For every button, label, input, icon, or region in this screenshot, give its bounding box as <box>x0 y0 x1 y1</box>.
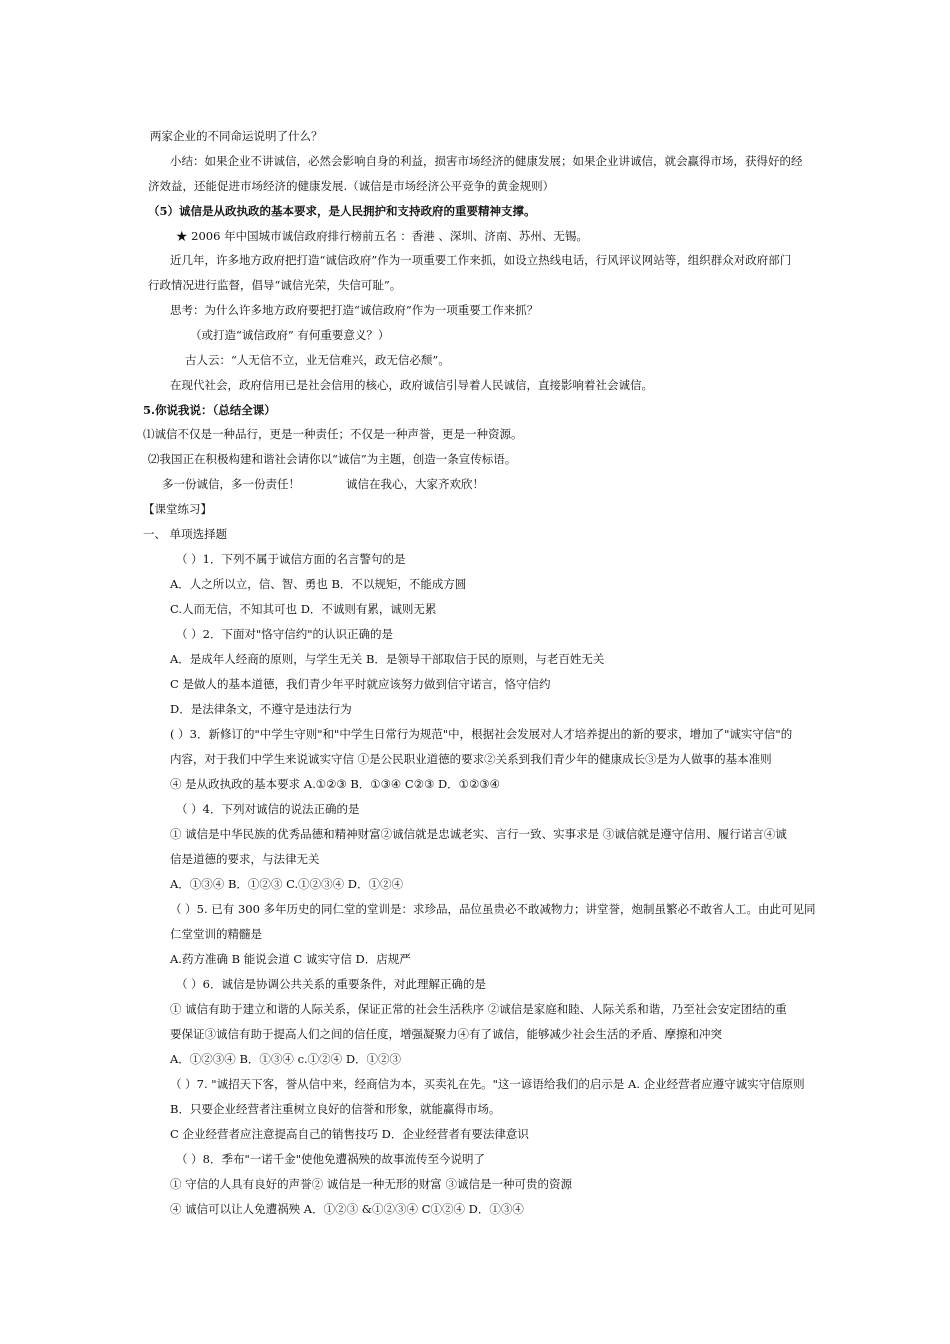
paragraph-cont: 行政情况进行监督，倡导“诚信光荣，失信可耻”。 <box>148 278 402 292</box>
question-2-option-c: C 是做人的基本道德，我们青少年平时就应该努力做到信守诺言，恪守信约 <box>170 677 551 691</box>
section-heading-5: （5）诚信是从政执政的基本要求，是人民拥护和支持政府的重要精神支撑。 <box>148 204 536 218</box>
ancient-quote: 古人云：“人无信不立，业无信难兴，政无信必颓”。 <box>185 353 450 367</box>
question-6-statements: ① 诚信有助于建立和谐的人际关系，保证正常的社会生活秩序 ②诚信是家庭和睦、人际关系和谐，乃至社会安定团结的重 <box>170 1002 787 1016</box>
practice-heading: 【课堂练习】 <box>143 502 212 516</box>
question-8-statements: ① 守信的人具有良好的声誉② 诚信是一种无形的财富 ③诚信是一种可贵的资源 <box>170 1177 572 1191</box>
question-5: （ ）5. 已有 300 多年历史的同仁堂的堂训是：求珍品，品位虽贵必不敢减物力；讲堂誉，炮制虽繁必不敢省人工。由此可见同 <box>170 902 816 916</box>
question-5-options: A.药方准确 B 能说会道 C 诚实守信 D．店规严 <box>170 952 411 966</box>
question-3-options: ④ 是从政执政的基本要求 A.①②③ B．①③④ C②③ D．①②③④ <box>170 777 500 791</box>
question-4-statements: ① 诚信是中华民族的优秀品德和精神财富②诚信就是忠诚老实、言行一致、实事求是 ③诚信就是遵守信用、履行诺言④诚 <box>170 827 787 841</box>
question-3: ( ）3．新修订的"中学生守则"和"中学生日常行为规范"中，根据社会发展对人才培养提出的新的要求，增加了"诚实守信"的 <box>170 727 793 741</box>
question-7-option-b: B．只要企业经营者注重树立良好的信誉和形象，就能赢得市场。 <box>170 1102 501 1116</box>
question-1-options-a: A．人之所以立，信、智、勇也 B．不以规矩，不能成方圆 <box>170 577 467 591</box>
question-4: （ ）4．下列对诚信的说法正确的是 <box>176 802 360 816</box>
slogan-1: 多一份诚信，多一份责任！ <box>162 477 300 491</box>
question-6-options: A．①②③④ B．①③④ c.①②④ D．①②③ <box>170 1052 402 1066</box>
question-6-statements-cont: 要保证③诚信有助于提高人们之间的信任度，增强凝聚力④有了诚信，能够减少社会生活的矛盾、摩擦和冲突 <box>170 1027 722 1041</box>
section-heading-summary: 5.你说我说：（总结全课） <box>143 403 276 417</box>
question-8-options: ④ 诚信可以让人免遭祸殃 A．①②③ &①②③④ C①②④ D．①③④ <box>170 1202 524 1216</box>
slogan-row <box>162 476 484 492</box>
summary-point-1: ⑴诚信不仅是一种品行，更是一种责任；不仅是一种声誉，更是一种资源。 <box>143 427 523 441</box>
question-2: （ ）2．下面对"恪守信约"的认识正确的是 <box>176 627 394 641</box>
question-line: 两家企业的不同命运说明了什么？ <box>150 129 323 143</box>
question-2-option-d: D．是法律条文，不遵守是违法行为 <box>170 702 352 716</box>
paragraph: 近几年，许多地方政府把打造“诚信政府”作为一项重要工作来抓，如设立热线电话，行风评议网站等，组织群众对政府部门 <box>170 253 792 267</box>
question-4-options: A．①③④ B．①②③ C.①②③④ D．①②④ <box>170 877 403 891</box>
single-choice-heading: 一、 单项选择题 <box>143 527 228 541</box>
question-5-cont: 仁堂堂训的精髓是 <box>170 927 262 941</box>
summary-paragraph-cont: 济效益，还能促进市场经济的健康发展.（诚信是市场经济公平竞争的黄金规则） <box>148 179 555 193</box>
question-2-options-a: A．是成年人经商的原则，与学生无关 B．是领导干部取信于民的原则，与老百姓无关 <box>170 652 605 666</box>
ranking-note: ★ 2006 年中国城市诚信政府排行榜前五名 ：香港 、深圳、济南、苏州、无锡。 <box>176 229 588 243</box>
question-6: （ ）6．诚信是协调公共关系的重要条件，对此理解正确的是 <box>176 977 486 991</box>
question-4-statements-cont: 信是道德的要求，与法律无关 <box>170 852 320 866</box>
question-7-options-cd: C 企业经营者应注意提高自己的销售技巧 D．企业经营者有要法律意识 <box>170 1127 529 1141</box>
paragraph: 在现代社会，政府信用已是社会信用的核心，政府诚信引导着人民诚信，直接影响着社会诚信。 <box>170 378 653 392</box>
question-1: （ ）1．下列不属于诚信方面的名言警句的是 <box>176 552 406 566</box>
thinking-question-alt: （或打造“诚信政府” 有何重要意义？） <box>190 328 390 342</box>
slogan-2: 诚信在我心，大家齐欢欣！ <box>346 477 484 491</box>
question-8: （ ）8．季布"一诺千金"使他免遭祸殃的故事流传至今说明了 <box>176 1152 486 1166</box>
question-3-cont: 内容，对于我们中学生来说诚实守信 ①是公民职业道德的要求②关系到我们青少年的健康成长③是为人做事的基本准则 <box>170 752 772 766</box>
question-1-options-c: C.人而无信，不知其可也 D．不诚则有累，诚则无累 <box>170 602 437 616</box>
summary-point-2: ⑵我国正在积极构建和谐社会请你以“诚信”为主题，创造一条宣传标语。 <box>148 452 517 466</box>
question-7: （ ）7. "诚招天下客，誉从信中来，经商信为本，买卖礼在先。"这一谚语给我们的启示是 A. 企业经营者应遵守诚实守信原则 <box>170 1077 805 1091</box>
thinking-question: 思考：为什么许多地方政府要把打造“诚信政府”作为一项重要工作来抓？ <box>170 303 539 317</box>
summary-paragraph: 小结：如果企业不讲诚信，必然会影响自身的利益，损害市场经济的健康发展；如果企业讲诚信，就会赢得市场，获得好的经 <box>170 154 803 168</box>
